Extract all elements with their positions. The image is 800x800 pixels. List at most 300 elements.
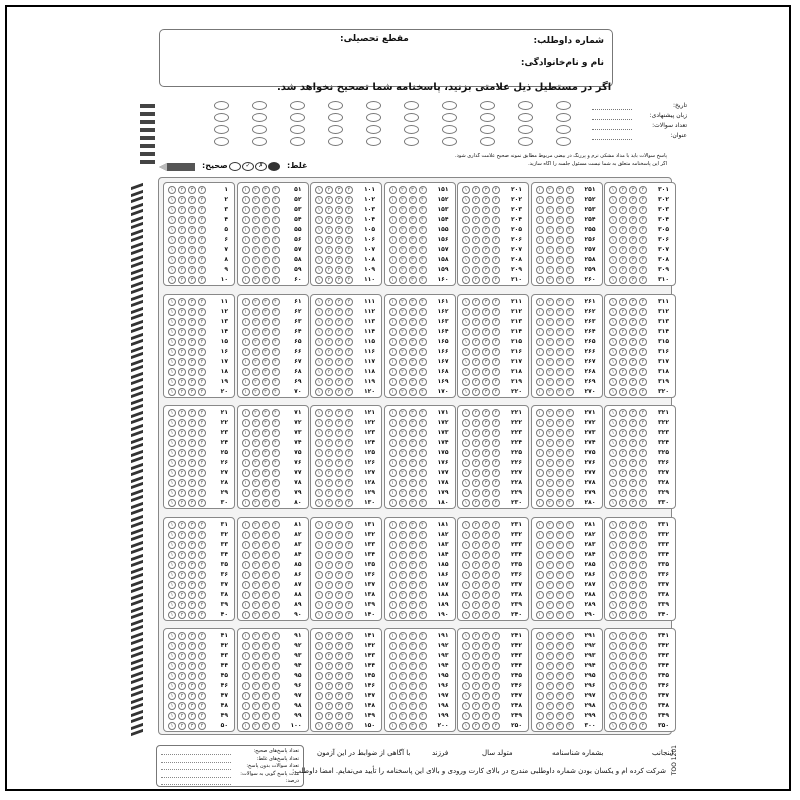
- answer-bubble[interactable]: ۳: [335, 521, 343, 529]
- answer-bubble[interactable]: ۲: [472, 196, 480, 204]
- answer-bubble[interactable]: ۲: [619, 298, 627, 306]
- answer-bubble[interactable]: ۱: [609, 722, 617, 730]
- answer-bubble[interactable]: ۲: [325, 449, 333, 457]
- answer-bubble[interactable]: ۲: [178, 541, 186, 549]
- answer-bubble[interactable]: ۲: [399, 348, 407, 356]
- answer-bubble[interactable]: ۴: [272, 571, 280, 579]
- answer-bubble[interactable]: ۴: [492, 318, 500, 326]
- answer-bubble[interactable]: ۴: [566, 521, 574, 529]
- answer-bubble[interactable]: ۱: [242, 469, 250, 477]
- answer-bubble[interactable]: ۳: [629, 419, 637, 427]
- answer-bubble[interactable]: ۲: [325, 276, 333, 284]
- answer-bubble[interactable]: ۳: [335, 591, 343, 599]
- answer-bubble[interactable]: ۴: [492, 226, 500, 234]
- answer-bubble[interactable]: ۴: [419, 246, 427, 254]
- answer-bubble[interactable]: ۱: [242, 712, 250, 720]
- answer-bubble[interactable]: ۱: [462, 409, 470, 417]
- answer-bubble[interactable]: ۴: [345, 611, 353, 619]
- answer-bubble[interactable]: ۴: [419, 469, 427, 477]
- answer-bubble[interactable]: ۲: [325, 642, 333, 650]
- answer-bubble[interactable]: ۲: [546, 551, 554, 559]
- answer-bubble[interactable]: ۳: [335, 298, 343, 306]
- answer-bubble[interactable]: ۱: [168, 712, 176, 720]
- answer-bubble[interactable]: ۱: [315, 611, 323, 619]
- answer-bubble[interactable]: ۱: [389, 328, 397, 336]
- answer-bubble[interactable]: ۴: [198, 531, 206, 539]
- answer-bubble[interactable]: ۴: [272, 632, 280, 640]
- answer-bubble[interactable]: ۲: [252, 388, 260, 396]
- answer-bubble[interactable]: ۴: [492, 551, 500, 559]
- answer-bubble[interactable]: ۴: [639, 692, 647, 700]
- answer-bubble[interactable]: ۳: [262, 429, 270, 437]
- answer-bubble[interactable]: ۴: [639, 196, 647, 204]
- answer-bubble[interactable]: ۲: [399, 561, 407, 569]
- answer-bubble[interactable]: ۴: [272, 489, 280, 497]
- answer-bubble[interactable]: ۱: [609, 186, 617, 194]
- answer-bubble[interactable]: ۳: [556, 469, 564, 477]
- info-field-line[interactable]: [592, 139, 632, 140]
- id-bubble[interactable]: [252, 101, 267, 110]
- answer-bubble[interactable]: ۲: [399, 308, 407, 316]
- id-bubble[interactable]: [442, 125, 457, 134]
- answer-bubble[interactable]: ۲: [325, 601, 333, 609]
- answer-bubble[interactable]: ۱: [609, 318, 617, 326]
- answer-bubble[interactable]: ۱: [536, 246, 544, 254]
- answer-bubble[interactable]: ۴: [272, 348, 280, 356]
- answer-bubble[interactable]: ۱: [242, 358, 250, 366]
- id-bubble[interactable]: [366, 125, 381, 134]
- answer-bubble[interactable]: ۲: [399, 216, 407, 224]
- answer-bubble[interactable]: ۳: [482, 308, 490, 316]
- answer-bubble[interactable]: ۳: [482, 642, 490, 650]
- answer-bubble[interactable]: ۱: [536, 226, 544, 234]
- answer-bubble[interactable]: ۱: [315, 298, 323, 306]
- answer-bubble[interactable]: ۴: [492, 338, 500, 346]
- answer-bubble[interactable]: ۴: [639, 328, 647, 336]
- answer-bubble[interactable]: ۳: [629, 672, 637, 680]
- answer-bubble[interactable]: ۴: [198, 499, 206, 507]
- answer-bubble[interactable]: ۴: [272, 236, 280, 244]
- answer-bubble[interactable]: ۲: [546, 591, 554, 599]
- answer-bubble[interactable]: ۳: [556, 702, 564, 710]
- id-bubble[interactable]: [442, 101, 457, 110]
- answer-bubble[interactable]: ۴: [198, 692, 206, 700]
- answer-bubble[interactable]: ۱: [389, 551, 397, 559]
- answer-bubble[interactable]: ۲: [472, 256, 480, 264]
- answer-bubble[interactable]: ۱: [242, 581, 250, 589]
- answer-bubble[interactable]: ۳: [556, 378, 564, 386]
- answer-bubble[interactable]: ۲: [546, 276, 554, 284]
- answer-bubble[interactable]: ۲: [252, 662, 260, 670]
- answer-bubble[interactable]: ۱: [536, 722, 544, 730]
- answer-bubble[interactable]: ۲: [619, 388, 627, 396]
- answer-bubble[interactable]: ۲: [325, 632, 333, 640]
- answer-bubble[interactable]: ۱: [609, 692, 617, 700]
- answer-bubble[interactable]: ۲: [619, 439, 627, 447]
- answer-bubble[interactable]: ۱: [462, 531, 470, 539]
- answer-bubble[interactable]: ۲: [325, 551, 333, 559]
- answer-bubble[interactable]: ۲: [619, 459, 627, 467]
- answer-bubble[interactable]: ۳: [409, 581, 417, 589]
- answer-bubble[interactable]: ۲: [325, 308, 333, 316]
- answer-bubble[interactable]: ۴: [639, 662, 647, 670]
- answer-bubble[interactable]: ۲: [399, 662, 407, 670]
- answer-bubble[interactable]: ۲: [546, 581, 554, 589]
- answer-bubble[interactable]: ۱: [168, 652, 176, 660]
- answer-bubble[interactable]: ۲: [472, 368, 480, 376]
- answer-bubble[interactable]: ۴: [492, 469, 500, 477]
- answer-bubble[interactable]: ۴: [419, 551, 427, 559]
- id-bubble[interactable]: [214, 137, 229, 146]
- answer-bubble[interactable]: ۳: [556, 246, 564, 254]
- answer-bubble[interactable]: ۳: [482, 298, 490, 306]
- answer-bubble[interactable]: ۴: [492, 449, 500, 457]
- answer-bubble[interactable]: ۲: [472, 246, 480, 254]
- answer-bubble[interactable]: ۱: [389, 652, 397, 660]
- answer-bubble[interactable]: ۳: [188, 236, 196, 244]
- answer-bubble[interactable]: ۴: [198, 256, 206, 264]
- answer-bubble[interactable]: ۴: [345, 236, 353, 244]
- answer-bubble[interactable]: ۲: [252, 308, 260, 316]
- answer-bubble[interactable]: ۲: [325, 186, 333, 194]
- answer-bubble[interactable]: ۲: [472, 521, 480, 529]
- answer-bubble[interactable]: ۴: [198, 571, 206, 579]
- answer-bubble[interactable]: ۴: [272, 216, 280, 224]
- answer-bubble[interactable]: ۱: [242, 551, 250, 559]
- answer-bubble[interactable]: ۳: [335, 722, 343, 730]
- answer-bubble[interactable]: ۳: [556, 479, 564, 487]
- answer-bubble[interactable]: ۱: [168, 186, 176, 194]
- info-field-line[interactable]: [592, 129, 632, 130]
- answer-bubble[interactable]: ۳: [482, 531, 490, 539]
- answer-bubble[interactable]: ۱: [462, 722, 470, 730]
- answer-bubble[interactable]: ۴: [419, 682, 427, 690]
- answer-bubble[interactable]: ۲: [546, 662, 554, 670]
- answer-bubble[interactable]: ۱: [389, 449, 397, 457]
- answer-bubble[interactable]: ۴: [639, 541, 647, 549]
- answer-bubble[interactable]: ۲: [399, 712, 407, 720]
- answer-bubble[interactable]: ۴: [419, 439, 427, 447]
- answer-bubble[interactable]: ۱: [462, 611, 470, 619]
- answer-bubble[interactable]: ۴: [419, 489, 427, 497]
- answer-bubble[interactable]: ۱: [315, 449, 323, 457]
- answer-bubble[interactable]: ۳: [262, 308, 270, 316]
- answer-bubble[interactable]: ۲: [472, 479, 480, 487]
- answer-bubble[interactable]: ۴: [639, 256, 647, 264]
- answer-bubble[interactable]: ۲: [399, 368, 407, 376]
- answer-bubble[interactable]: ۳: [409, 449, 417, 457]
- answer-bubble[interactable]: ۴: [492, 692, 500, 700]
- id-bubble[interactable]: [252, 137, 267, 146]
- answer-bubble[interactable]: ۴: [272, 521, 280, 529]
- answer-bubble[interactable]: ۳: [409, 419, 417, 427]
- answer-bubble[interactable]: ۴: [492, 581, 500, 589]
- answer-bubble[interactable]: ۲: [472, 439, 480, 447]
- answer-bubble[interactable]: ۴: [419, 276, 427, 284]
- answer-bubble[interactable]: ۳: [409, 439, 417, 447]
- answer-bubble[interactable]: ۴: [419, 186, 427, 194]
- answer-bubble[interactable]: ۳: [188, 541, 196, 549]
- answer-bubble[interactable]: ۲: [472, 236, 480, 244]
- answer-bubble[interactable]: ۳: [556, 449, 564, 457]
- answer-bubble[interactable]: ۱: [462, 551, 470, 559]
- answer-bubble[interactable]: ۳: [188, 449, 196, 457]
- answer-bubble[interactable]: ۱: [609, 298, 617, 306]
- answer-bubble[interactable]: ۳: [335, 642, 343, 650]
- answer-bubble[interactable]: ۱: [242, 541, 250, 549]
- answer-bubble[interactable]: ۱: [609, 682, 617, 690]
- answer-bubble[interactable]: ۱: [315, 662, 323, 670]
- answer-bubble[interactable]: ۲: [178, 489, 186, 497]
- answer-bubble[interactable]: ۲: [546, 439, 554, 447]
- answer-bubble[interactable]: ۲: [619, 581, 627, 589]
- answer-bubble[interactable]: ۳: [409, 226, 417, 234]
- answer-bubble[interactable]: ۱: [389, 479, 397, 487]
- answer-bubble[interactable]: ۱: [462, 439, 470, 447]
- answer-bubble[interactable]: ۳: [556, 298, 564, 306]
- answer-bubble[interactable]: ۲: [178, 469, 186, 477]
- answer-bubble[interactable]: ۴: [198, 328, 206, 336]
- answer-bubble[interactable]: ۳: [629, 276, 637, 284]
- answer-bubble[interactable]: ۱: [609, 652, 617, 660]
- answer-bubble[interactable]: ۴: [272, 368, 280, 376]
- answer-bubble[interactable]: ۱: [389, 368, 397, 376]
- answer-bubble[interactable]: ۱: [315, 479, 323, 487]
- answer-bubble[interactable]: ۱: [315, 256, 323, 264]
- answer-bubble[interactable]: ۴: [198, 206, 206, 214]
- answer-bubble[interactable]: ۴: [639, 449, 647, 457]
- answer-bubble[interactable]: ۱: [462, 298, 470, 306]
- answer-bubble[interactable]: ۴: [639, 722, 647, 730]
- answer-bubble[interactable]: ۴: [492, 541, 500, 549]
- answer-bubble[interactable]: ۳: [188, 358, 196, 366]
- answer-bubble[interactable]: ۱: [168, 409, 176, 417]
- answer-bubble[interactable]: ۱: [168, 521, 176, 529]
- answer-bubble[interactable]: ۲: [252, 338, 260, 346]
- answer-bubble[interactable]: ۳: [335, 318, 343, 326]
- answer-bubble[interactable]: ۱: [389, 378, 397, 386]
- answer-bubble[interactable]: ۱: [315, 409, 323, 417]
- answer-bubble[interactable]: ۳: [409, 531, 417, 539]
- answer-bubble[interactable]: ۱: [609, 256, 617, 264]
- answer-bubble[interactable]: ۱: [315, 266, 323, 274]
- answer-bubble[interactable]: ۴: [272, 662, 280, 670]
- answer-bubble[interactable]: ۲: [325, 521, 333, 529]
- answer-bubble[interactable]: ۲: [252, 459, 260, 467]
- answer-bubble[interactable]: ۲: [472, 459, 480, 467]
- answer-bubble[interactable]: ۳: [335, 308, 343, 316]
- answer-bubble[interactable]: ۲: [399, 388, 407, 396]
- answer-bubble[interactable]: ۳: [188, 429, 196, 437]
- answer-bubble[interactable]: ۳: [409, 256, 417, 264]
- answer-bubble[interactable]: ۳: [409, 662, 417, 670]
- answer-bubble[interactable]: ۳: [188, 581, 196, 589]
- answer-bubble[interactable]: ۱: [389, 409, 397, 417]
- answer-bubble[interactable]: ۲: [619, 429, 627, 437]
- answer-bubble[interactable]: ۱: [315, 459, 323, 467]
- answer-bubble[interactable]: ۲: [252, 632, 260, 640]
- answer-bubble[interactable]: ۱: [242, 186, 250, 194]
- answer-bubble[interactable]: ۴: [345, 632, 353, 640]
- answer-bubble[interactable]: ۲: [472, 601, 480, 609]
- answer-bubble[interactable]: ۱: [168, 702, 176, 710]
- answer-bubble[interactable]: ۲: [325, 581, 333, 589]
- answer-bubble[interactable]: ۱: [242, 489, 250, 497]
- answer-bubble[interactable]: ۲: [546, 489, 554, 497]
- answer-bubble[interactable]: ۱: [315, 521, 323, 529]
- answer-bubble[interactable]: ۲: [472, 632, 480, 640]
- answer-bubble[interactable]: ۱: [242, 672, 250, 680]
- answer-bubble[interactable]: ۲: [546, 236, 554, 244]
- answer-bubble[interactable]: ۱: [242, 662, 250, 670]
- answer-bubble[interactable]: ۳: [482, 682, 490, 690]
- answer-bubble[interactable]: ۲: [399, 722, 407, 730]
- answer-bubble[interactable]: ۱: [536, 561, 544, 569]
- id-bubble[interactable]: [556, 125, 571, 134]
- answer-bubble[interactable]: ۱: [315, 642, 323, 650]
- answer-bubble[interactable]: ۲: [252, 216, 260, 224]
- answer-bubble[interactable]: ۱: [389, 571, 397, 579]
- answer-bubble[interactable]: ۱: [389, 469, 397, 477]
- answer-bubble[interactable]: ۴: [198, 662, 206, 670]
- answer-bubble[interactable]: ۴: [566, 531, 574, 539]
- answer-bubble[interactable]: ۱: [168, 276, 176, 284]
- answer-bubble[interactable]: ۱: [242, 338, 250, 346]
- answer-bubble[interactable]: ۱: [536, 692, 544, 700]
- answer-bubble[interactable]: ۳: [482, 328, 490, 336]
- answer-bubble[interactable]: ۱: [168, 499, 176, 507]
- answer-bubble[interactable]: ۳: [629, 298, 637, 306]
- answer-bubble[interactable]: ۳: [335, 692, 343, 700]
- answer-bubble[interactable]: ۴: [419, 632, 427, 640]
- answer-bubble[interactable]: ۳: [482, 348, 490, 356]
- answer-bubble[interactable]: ۲: [472, 378, 480, 386]
- answer-bubble[interactable]: ۳: [556, 642, 564, 650]
- id-bubble[interactable]: [328, 113, 343, 122]
- answer-bubble[interactable]: ۳: [556, 662, 564, 670]
- answer-bubble[interactable]: ۱: [389, 712, 397, 720]
- answer-bubble[interactable]: ۱: [609, 226, 617, 234]
- answer-bubble[interactable]: ۱: [609, 429, 617, 437]
- answer-bubble[interactable]: ۳: [409, 388, 417, 396]
- answer-bubble[interactable]: ۲: [252, 186, 260, 194]
- id-bubble[interactable]: [442, 137, 457, 146]
- answer-bubble[interactable]: ۳: [262, 541, 270, 549]
- answer-bubble[interactable]: ۳: [262, 419, 270, 427]
- answer-bubble[interactable]: ۳: [556, 632, 564, 640]
- answer-bubble[interactable]: ۳: [482, 419, 490, 427]
- answer-bubble[interactable]: ۱: [168, 459, 176, 467]
- answer-bubble[interactable]: ۲: [546, 541, 554, 549]
- answer-bubble[interactable]: ۴: [639, 186, 647, 194]
- answer-bubble[interactable]: ۲: [546, 561, 554, 569]
- answer-bubble[interactable]: ۱: [315, 632, 323, 640]
- answer-bubble[interactable]: ۳: [482, 439, 490, 447]
- answer-bubble[interactable]: ۳: [556, 712, 564, 720]
- answer-bubble[interactable]: ۴: [639, 571, 647, 579]
- answer-bubble[interactable]: ۳: [482, 409, 490, 417]
- answer-bubble[interactable]: ۳: [188, 266, 196, 274]
- answer-bubble[interactable]: ۴: [492, 328, 500, 336]
- answer-bubble[interactable]: ۱: [609, 216, 617, 224]
- answer-bubble[interactable]: ۴: [272, 318, 280, 326]
- answer-bubble[interactable]: ۳: [482, 368, 490, 376]
- answer-bubble[interactable]: ۱: [168, 246, 176, 254]
- answer-bubble[interactable]: ۳: [629, 571, 637, 579]
- answer-bubble[interactable]: ۲: [619, 682, 627, 690]
- answer-bubble[interactable]: ۳: [188, 246, 196, 254]
- answer-bubble[interactable]: ۳: [556, 328, 564, 336]
- answer-bubble[interactable]: ۲: [252, 469, 260, 477]
- answer-bubble[interactable]: ۲: [546, 226, 554, 234]
- answer-bubble[interactable]: ۴: [272, 429, 280, 437]
- answer-bubble[interactable]: ۴: [639, 429, 647, 437]
- answer-bubble[interactable]: ۱: [315, 672, 323, 680]
- answer-bubble[interactable]: ۳: [262, 642, 270, 650]
- answer-bubble[interactable]: ۴: [198, 642, 206, 650]
- answer-bubble[interactable]: ۳: [482, 358, 490, 366]
- answer-bubble[interactable]: ۲: [546, 358, 554, 366]
- answer-bubble[interactable]: ۱: [168, 469, 176, 477]
- answer-bubble[interactable]: ۱: [315, 722, 323, 730]
- answer-bubble[interactable]: ۳: [409, 236, 417, 244]
- answer-bubble[interactable]: ۴: [566, 409, 574, 417]
- answer-bubble[interactable]: ۳: [409, 571, 417, 579]
- id-bubble[interactable]: [214, 101, 229, 110]
- answer-bubble[interactable]: ۱: [168, 662, 176, 670]
- answer-bubble[interactable]: ۴: [198, 469, 206, 477]
- id-bubble[interactable]: [404, 113, 419, 122]
- answer-bubble[interactable]: ۴: [419, 449, 427, 457]
- answer-bubble[interactable]: ۳: [409, 266, 417, 274]
- answer-bubble[interactable]: ۲: [399, 459, 407, 467]
- answer-bubble[interactable]: ۱: [242, 256, 250, 264]
- answer-bubble[interactable]: ۴: [639, 489, 647, 497]
- answer-bubble[interactable]: ۳: [409, 652, 417, 660]
- answer-bubble[interactable]: ۲: [178, 266, 186, 274]
- answer-bubble[interactable]: ۴: [492, 378, 500, 386]
- answer-bubble[interactable]: ۱: [389, 419, 397, 427]
- answer-bubble[interactable]: ۳: [482, 601, 490, 609]
- answer-bubble[interactable]: ۲: [546, 469, 554, 477]
- answer-bubble[interactable]: ۱: [389, 196, 397, 204]
- answer-bubble[interactable]: ۲: [399, 338, 407, 346]
- answer-bubble[interactable]: ۱: [315, 489, 323, 497]
- answer-bubble[interactable]: ۱: [609, 611, 617, 619]
- answer-bubble[interactable]: ۴: [639, 632, 647, 640]
- id-bubble[interactable]: [480, 101, 495, 110]
- answer-bubble[interactable]: ۳: [335, 479, 343, 487]
- answer-bubble[interactable]: ۴: [272, 611, 280, 619]
- answer-bubble[interactable]: ۳: [335, 712, 343, 720]
- answer-bubble[interactable]: ۱: [536, 642, 544, 650]
- answer-bubble[interactable]: ۴: [492, 368, 500, 376]
- answer-bubble[interactable]: ۲: [325, 489, 333, 497]
- answer-bubble[interactable]: ۲: [325, 561, 333, 569]
- answer-bubble[interactable]: ۲: [252, 236, 260, 244]
- answer-bubble[interactable]: ۱: [242, 308, 250, 316]
- answer-bubble[interactable]: ۲: [546, 611, 554, 619]
- answer-bubble[interactable]: ۳: [556, 318, 564, 326]
- answer-bubble[interactable]: ۳: [556, 226, 564, 234]
- id-bubble[interactable]: [290, 101, 305, 110]
- answer-bubble[interactable]: ۲: [472, 409, 480, 417]
- answer-bubble[interactable]: ۲: [252, 196, 260, 204]
- answer-bubble[interactable]: ۴: [198, 246, 206, 254]
- answer-bubble[interactable]: ۳: [262, 561, 270, 569]
- answer-bubble[interactable]: ۲: [178, 702, 186, 710]
- answer-bubble[interactable]: ۴: [198, 682, 206, 690]
